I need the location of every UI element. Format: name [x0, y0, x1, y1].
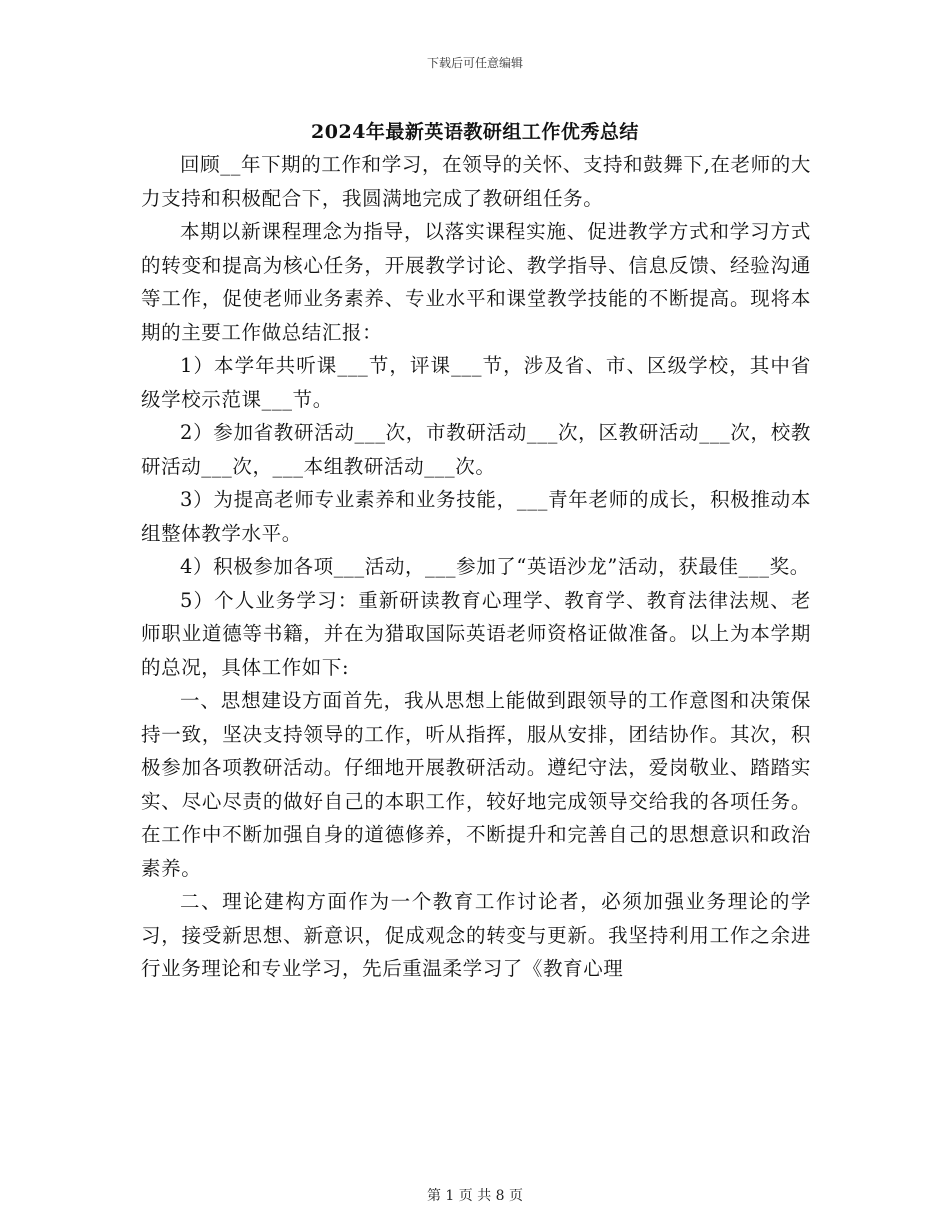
paragraph-overview: 本期以新课程理念为指导，以落实课程实施、促进教学方式和学习方式的转变和提高为核心任务，开展教学讨论、教学指导、信息反馈、经验沟通等工作，促使老师业务素养、专业水平和课堂教学技能的不断提高。现将本期的主要工作做总结汇报：	[141, 220, 811, 344]
paragraph-section-2: 二、理论建构方面作为一个教育工作讨论者，必须加强业务理论的学习，接受新思想、新意识，促成观念的转变与更新。我坚持利用工作之余进行业务理论和专业学习，先后重温柔学习了《教育心理	[141, 890, 811, 980]
paragraph-item-2: 2）参加省教研活动___次，市教研活动___次，区教研活动___次，校教研活动___次，___本组教研活动___次。	[141, 421, 811, 478]
paragraph-item-4: 4）积极参加各项___活动，___参加了“英语沙龙”活动，获最佳___奖。	[180, 555, 810, 578]
paragraph-intro: 回顾__年下期的工作和学习，在领导的关怀、支持和鼓舞下,在老师的大力支持和积极配合下，我圆满地完成了教研组任务。	[141, 153, 811, 210]
document-body	[141, 148, 811, 986]
paragraph-item-3: 3）为提高老师专业素养和业务技能，___青年老师的成长，积极推动本组整体教学水平。	[141, 488, 811, 545]
paragraph-item-5: 5）个人业务学习：重新研读教育心理学、教育学、教育法律法规、老师职业道德等书籍，并在为猎取国际英语老师资格证做准备。以上为本学期的总况，具体工作如下:	[141, 588, 811, 679]
document-title: 2024年最新英语教研组工作优秀总结	[311, 121, 639, 143]
paragraph-item-1: 1）本学年共听课___节，评课___节，涉及省、市、区级学校，其中省级学校示范课___节。	[141, 354, 811, 411]
paragraph-section-1: 一、思想建设方面首先，我从思想上能做到跟领导的工作意图和决策保持一致，坚决支持领导的工作，听从指挥，服从安排，团结协作。其次，积极参加各项教研活动。仔细地开展教研活动。遵纪守法，爱岗敬业、踏踏实实、尽心尽责的做好自己的本职工作，较好地完成领导交给我的各项任务。在工作中不断加强自身的道德修养，不断提升和完善自己的思想意识和政治素养。	[141, 689, 811, 880]
page-number: 第 1 页 共 8 页	[426, 1188, 524, 1204]
header-note: 下载后可任意编辑	[426, 56, 523, 70]
